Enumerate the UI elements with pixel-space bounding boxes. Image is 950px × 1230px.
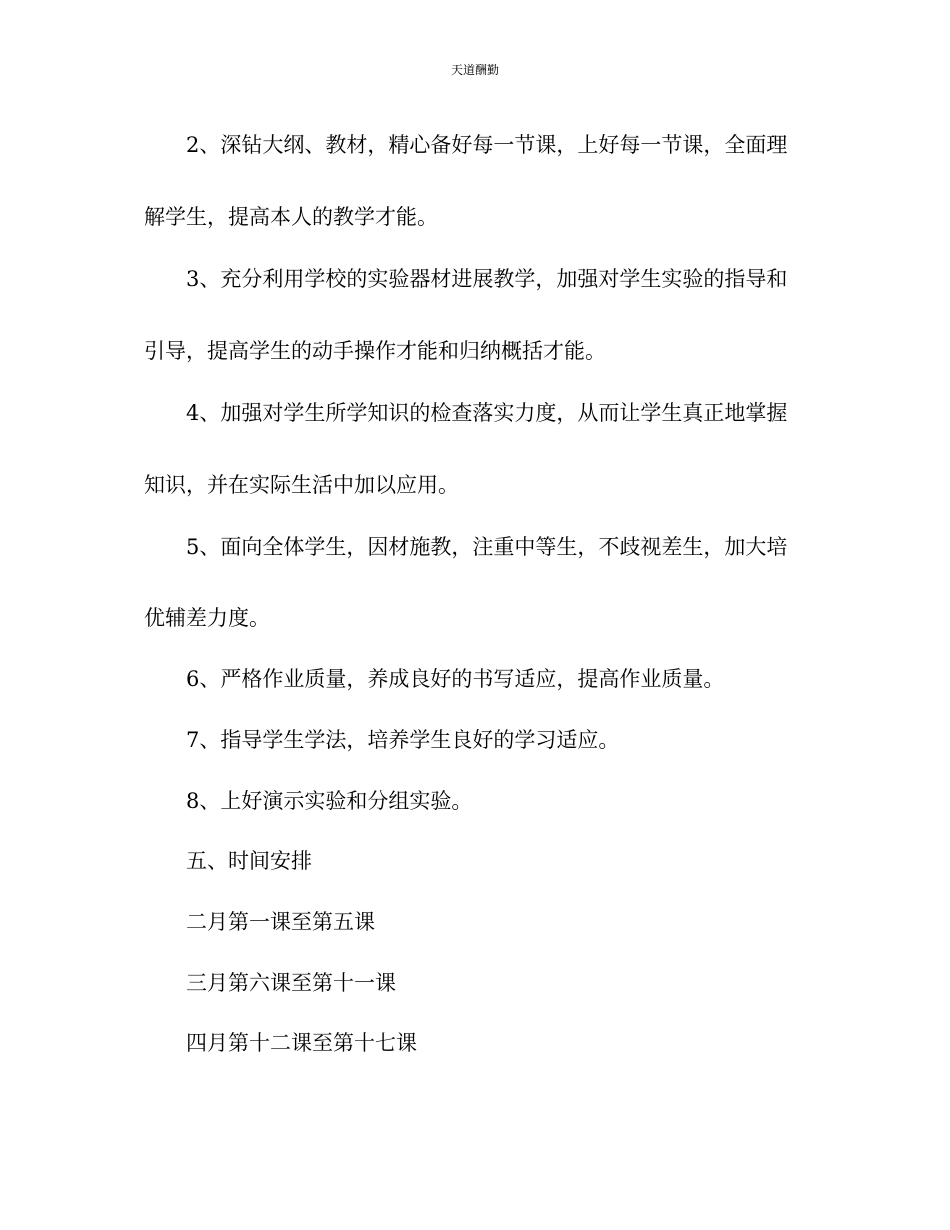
paragraph-line: 8、上好演示实验和分组实验。 bbox=[186, 789, 473, 813]
paragraph-line: 4、加强对学生所学知识的检查落实力度，从而让学生真正地掌握 bbox=[186, 401, 788, 425]
paragraph-line: 引导，提高学生的动手操作才能和归纳概括才能。 bbox=[144, 339, 606, 363]
paragraph-line: 5、面向全体学生，因材施教，注重中等生，不歧视差生，加大培 bbox=[186, 535, 788, 559]
paragraph-line: 解学生，提高本人的教学才能。 bbox=[144, 205, 438, 229]
schedule-line: 二月第一课至第五课 bbox=[186, 910, 375, 934]
paragraph-line: 7、指导学生学法，培养学生良好的学习适应。 bbox=[186, 728, 620, 752]
paragraph-line: 知识，并在实际生活中加以应用。 bbox=[144, 473, 459, 497]
page-header: 天道酬勤 bbox=[450, 63, 499, 77]
paragraph-line: 优辅差力度。 bbox=[144, 606, 270, 630]
schedule-line: 三月第六课至第十一课 bbox=[186, 971, 396, 995]
schedule-line: 四月第十二课至第十七课 bbox=[186, 1031, 417, 1055]
section-heading: 五、时间安排 bbox=[186, 849, 312, 873]
paragraph-line: 2、深钻大纲、教材，精心备好每一节课，上好每一节课，全面理 bbox=[186, 133, 788, 157]
paragraph-line: 6、严格作业质量，养成良好的书写适应，提高作业质量。 bbox=[186, 667, 725, 691]
paragraph-line: 3、充分利用学校的实验器材进展教学，加强对学生实验的指导和 bbox=[186, 267, 788, 291]
